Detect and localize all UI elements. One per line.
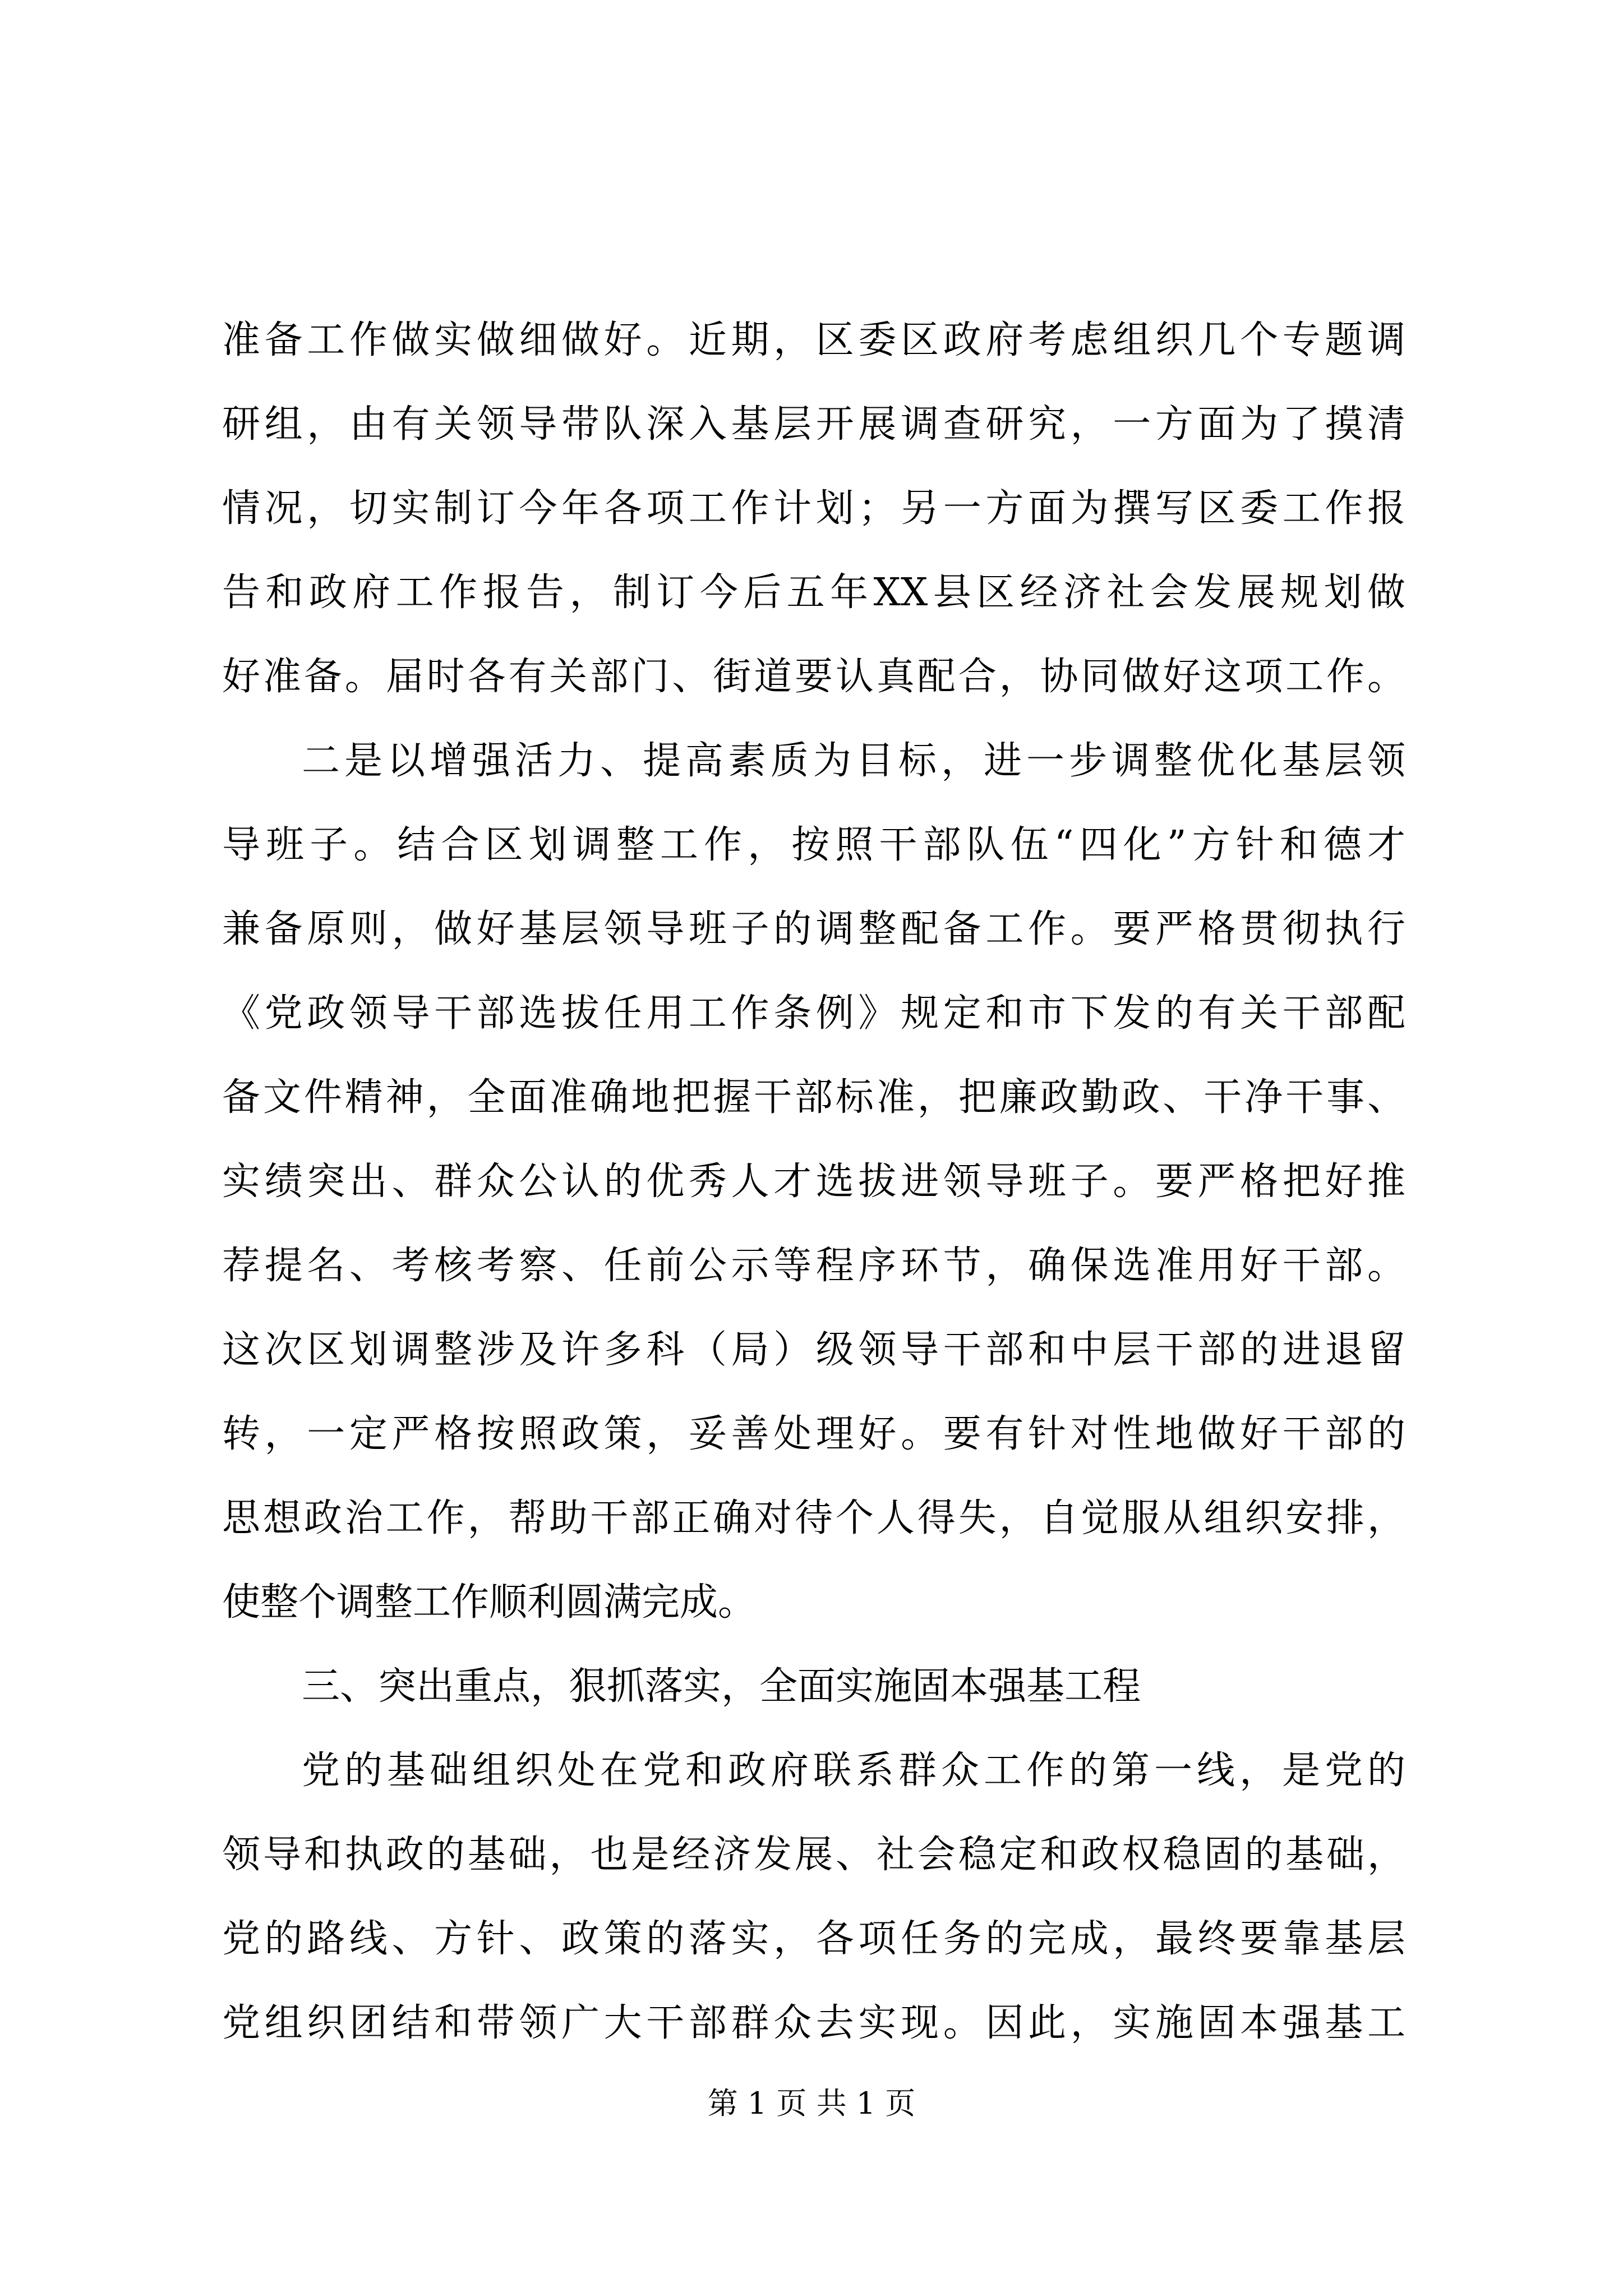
body-text-line: 情况，切实制订今年各项工作计划；另一方面为撰写区委工作报: [222, 486, 1405, 531]
page-footer: 第 1 页 共 1 页: [707, 2086, 916, 2121]
body-text-line: 转，一定严格按照政策，妥善处理好。要有针对性地做好干部的: [222, 1412, 1405, 1456]
body-text-line: 准备工作做实做细做好。近期，区委区政府考虑组织几个专题调: [222, 318, 1405, 362]
body-text-line: 《党政领导干部选拔任用工作条例》规定和市下发的有关干部配: [222, 991, 1405, 1036]
paragraph-first-line: 党的基础组织处在党和政府联系群众工作的第一线，是党的: [302, 1749, 1405, 1793]
body-text-line: 实绩突出、群众公认的优秀人才选拔进领导班子。要严格把好推: [222, 1159, 1405, 1204]
section-heading: 三、突出重点，狠抓落实，全面实施固本强基工程: [302, 1664, 1141, 1709]
body-text-line: 告和政府工作报告，制订今后五年XX县区经济社会发展规划做: [222, 570, 1405, 615]
paragraph-last-line: 使整个调整工作顺利圆满完成。: [222, 1580, 757, 1625]
body-text-line: 领导和执政的基础，也是经济发展、社会稳定和政权稳固的基础，: [222, 1833, 1405, 1877]
body-text-line: 备文件精神，全面准确地把握干部标准，把廉政勤政、干净干事、: [222, 1075, 1405, 1120]
body-text-line: 研组，由有关领导带队深入基层开展调查研究，一方面为了摸清: [222, 402, 1405, 447]
paragraph-first-line: 二是以增强活力、提高素质为目标，进一步调整优化基层领: [302, 739, 1405, 783]
body-text-line: 思想政治工作，帮助干部正确对待个人得失，自觉服从组织安排，: [222, 1496, 1405, 1540]
body-text-line: 党的路线、方针、政策的落实，各项任务的完成，最终要靠基层: [222, 1917, 1405, 1961]
body-text-line: 荐提名、考核考察、任前公示等程序环节，确保选准用好干部。: [222, 1244, 1405, 1288]
body-text-line: 好准备。届时各有关部门、街道要认真配合，协同做好这项工作。: [222, 655, 1405, 699]
body-text-line: 这次区划调整涉及许多科（局）级领导干部和中层干部的进退留: [222, 1328, 1405, 1372]
body-text-line: 兼备原则，做好基层领导班子的调整配备工作。要严格贯彻执行: [222, 907, 1405, 951]
body-text-line: 党组织团结和带领广大干部群众去实现。因此，实施固本强基工: [222, 2001, 1405, 2045]
body-text-line: 导班子。结合区划调整工作，按照干部队伍“四化”方针和德才: [222, 823, 1405, 867]
